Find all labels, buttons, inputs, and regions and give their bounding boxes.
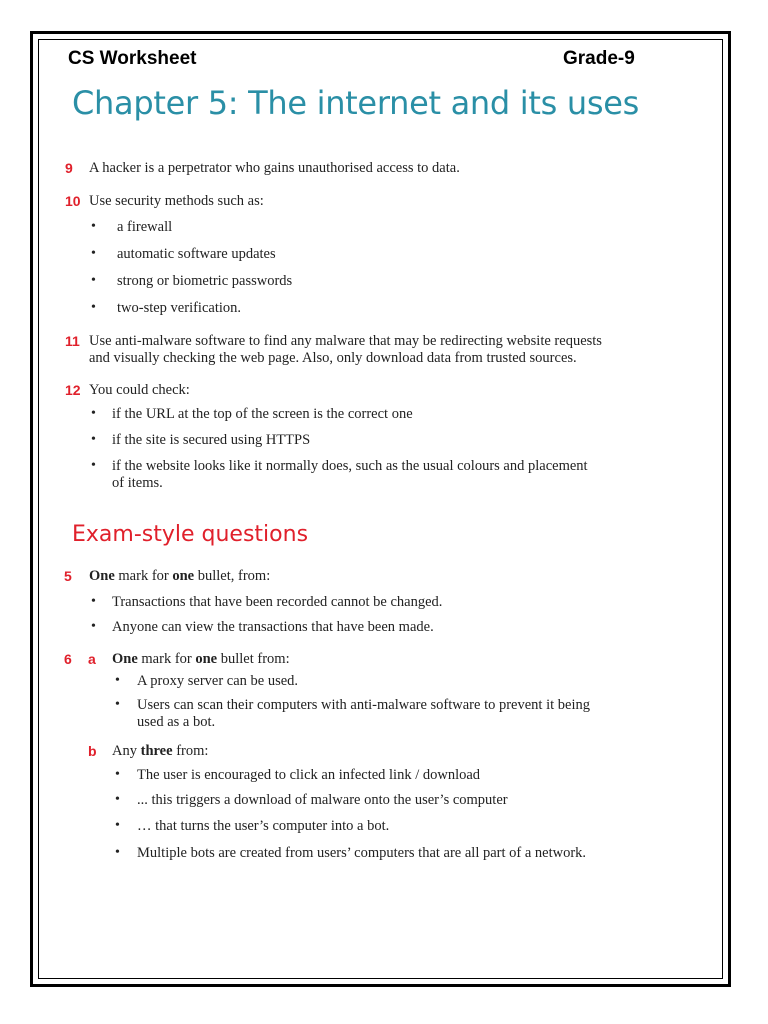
list-item: Transactions that have been recorded cannot be changed.	[112, 594, 443, 610]
bullet-icon: •	[115, 818, 120, 833]
list-item: automatic software updates	[117, 246, 276, 262]
grade-label: Grade-9	[563, 48, 635, 69]
bold-text: one	[195, 651, 218, 667]
answer-text: Use security methods such as:	[89, 193, 264, 209]
question-number: 5	[64, 568, 72, 584]
bullet-icon: •	[91, 273, 96, 288]
list-item: Users can scan their computers with anti-malware software to prevent it being	[137, 697, 590, 713]
list-item: A proxy server can be used.	[137, 673, 299, 689]
list-item: … that turns the user’s computer into a bot.	[137, 818, 390, 834]
bold-text: one	[172, 568, 195, 584]
intro-text: bullet, from:	[194, 568, 271, 584]
chapter-title: Chapter 5: The internet and its uses	[72, 84, 639, 122]
part-letter: b	[88, 743, 97, 759]
bullet-icon: •	[91, 432, 96, 447]
list-item: Anyone can view the transactions that have been made.	[112, 619, 434, 635]
bullet-icon: •	[91, 300, 96, 315]
list-item: if the website looks like it normally does, such as the usual colours and placement	[112, 458, 588, 474]
bullet-icon: •	[91, 619, 96, 634]
list-item-continuation: of items.	[112, 475, 163, 491]
intro-text: bullet from:	[217, 651, 290, 667]
part-a-intro	[112, 651, 290, 668]
bullet-icon: •	[115, 767, 120, 782]
intro-text: mark for	[114, 568, 173, 584]
intro-text: from:	[172, 743, 209, 759]
bullet-icon: •	[115, 673, 120, 688]
answer-text: A hacker is a perpetrator who gains unauthorised access to data.	[89, 160, 460, 176]
bullet-icon: •	[115, 792, 120, 807]
answer-number: 10	[65, 193, 81, 209]
list-item: ... this triggers a download of malware onto the user’s computer	[137, 792, 508, 808]
bullet-icon: •	[91, 246, 96, 261]
part-letter: a	[88, 651, 96, 667]
question-number: 6	[64, 651, 72, 667]
bold-text: three	[140, 743, 173, 759]
list-item: two-step verification.	[117, 300, 242, 316]
question-intro	[89, 568, 270, 585]
list-item: if the URL at the top of the screen is the correct one	[112, 406, 413, 422]
intro-text: Any	[112, 743, 141, 759]
answer-number: 12	[65, 382, 81, 398]
answer-text-line-1: Use anti-malware software to find any malware that may be redirecting website requests	[89, 333, 602, 349]
bold-text: One	[112, 651, 138, 667]
exam-section-title: Exam-style questions	[72, 522, 309, 547]
list-item: a firewall	[117, 219, 173, 235]
bullet-icon: •	[115, 697, 120, 712]
list-item-continuation: used as a bot.	[137, 714, 216, 730]
bullet-icon: •	[91, 594, 96, 609]
bullet-icon: •	[115, 845, 120, 860]
list-item: The user is encouraged to click an infected link / download	[137, 767, 481, 783]
part-b-intro	[112, 743, 208, 760]
intro-text: mark for	[137, 651, 196, 667]
worksheet-label: CS Worksheet	[68, 48, 197, 69]
list-item: if the site is secured using HTTPS	[112, 432, 311, 448]
bullet-icon: •	[91, 219, 96, 234]
answer-number: 9	[65, 160, 73, 176]
answer-text-line-2: and visually checking the web page. Also, only download data from trusted sources.	[89, 350, 577, 366]
list-item: strong or biometric passwords	[117, 273, 293, 289]
list-item: Multiple bots are created from users’ computers that are all part of a network.	[137, 845, 587, 861]
answer-text: You could check:	[89, 382, 190, 398]
bullet-icon: •	[91, 458, 96, 473]
page-inner-border	[38, 39, 723, 979]
bold-text: One	[89, 568, 115, 584]
answer-number: 11	[65, 333, 80, 349]
bullet-icon: •	[91, 406, 96, 421]
